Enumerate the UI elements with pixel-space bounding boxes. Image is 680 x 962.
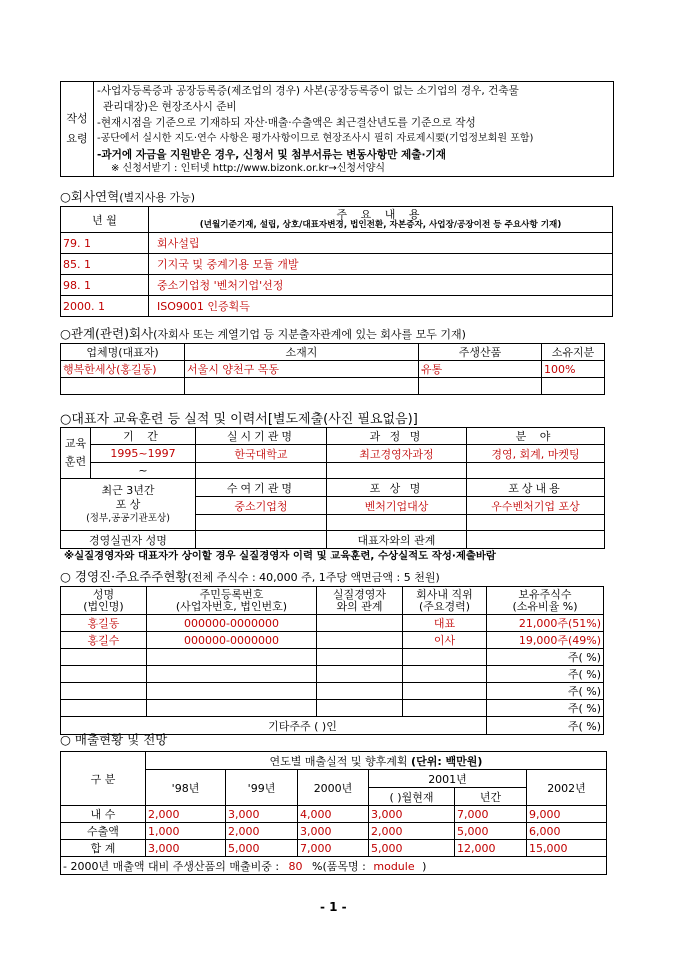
history-row <box>61 275 613 296</box>
related-row <box>61 378 605 395</box>
holders-cell <box>147 649 317 666</box>
history-col-content-title: 주 요 내 용 <box>336 207 425 221</box>
holders-row <box>61 683 604 700</box>
holders-cell <box>317 649 403 666</box>
holders-cell: 21,000주(51%) <box>487 615 604 632</box>
sales-cell: 3,000 <box>369 806 455 823</box>
related-header: 소유지분 <box>542 344 605 361</box>
holders-cell <box>317 683 403 700</box>
sales-cell: 2,000 <box>226 823 298 840</box>
related-row <box>61 361 605 378</box>
owner-name <box>196 531 327 549</box>
prep-guide-label-line: 요령 <box>66 132 88 145</box>
sales-cell: 3,000 <box>226 806 298 823</box>
related-cell <box>419 378 542 395</box>
sales-sub-header: 년간 <box>455 788 527 806</box>
holders-cell <box>403 649 487 666</box>
edu-row <box>61 463 605 479</box>
holders-header-line: (소유비율 %) <box>512 599 578 613</box>
prep-guide-line: -공단에서 실시한 지도·연수 사항은 평가사항이므로 현장조사시 필히 자료제시要(기업정보회원 포함) <box>97 133 534 144</box>
sales-table <box>60 751 607 875</box>
holders-cell <box>147 683 317 700</box>
holders-cell <box>317 700 403 717</box>
holders-cell: 주( %) <box>487 683 604 700</box>
sales-year-header: 2000년 <box>298 770 369 806</box>
holders-cell: 19,000주(49%) <box>487 632 604 649</box>
related-cell: 유통 <box>419 361 542 378</box>
holders-header <box>487 587 604 615</box>
sales-row <box>61 840 607 857</box>
edu-cell: 한국대학교 <box>196 445 327 463</box>
award-cell: 벤처기업대상 <box>327 497 467 515</box>
award-cell: 우수벤처기업 포상 <box>467 497 605 515</box>
award-cell: 중소기업청 <box>196 497 327 515</box>
history-table <box>60 206 613 317</box>
ratio-value: 80 <box>288 859 303 873</box>
related-header: 주생산품 <box>419 344 542 361</box>
holders-header-line: (사업자번호, 법인번호) <box>175 599 288 613</box>
holders-header-line: 회사내 직위 <box>416 587 473 601</box>
prep-guide-line: ※ 신청서받기 : 인터넷 http://www.bizonk.or.kr→신청서양식 <box>111 163 386 174</box>
history-event: 기지국 및 중계기용 모듈 개발 <box>149 254 613 275</box>
holders-title: ○ 경영진·주요주주현황 <box>60 569 188 584</box>
holders-header <box>61 587 147 615</box>
sales-cell: 2,000 <box>146 806 226 823</box>
sales-row-label: 합 계 <box>61 840 146 857</box>
holders-header <box>147 587 317 615</box>
ratio-prefix: - 2000년 매출액 대비 주생산품의 매출비중 : <box>63 859 280 873</box>
holders-row <box>61 666 604 683</box>
holders-cell <box>61 683 147 700</box>
related-section-title <box>60 324 466 342</box>
prep-guide-label <box>61 82 94 177</box>
holders-cell <box>317 615 403 632</box>
history-col-content-sub: (년월기준기재, 설립, 상호/대표자변경, 법인전환, 자본증자, 사업장/공장이전 등 주요사항 기재) <box>199 219 562 230</box>
holders-cell <box>61 700 147 717</box>
edu-header: 실시기관명 <box>196 428 327 445</box>
edu-cell <box>327 463 467 479</box>
holders-summary: (전체 주식수 : 40,000 주, 1주당 액면금액 : 5 천원) <box>187 571 440 584</box>
sales-year-header: '99년 <box>226 770 298 806</box>
sales-year-header: 2001년 <box>369 770 527 788</box>
holders-header-line: 보유주식수 <box>518 587 572 601</box>
prep-guide-line: 관리대장)은 현장조사시 준비 <box>103 101 237 113</box>
award-header: 수여기관명 <box>196 479 327 497</box>
history-title: ○회사연혁 <box>60 189 120 204</box>
sales-cell: 7,000 <box>455 806 527 823</box>
history-section-title <box>60 187 195 205</box>
ceo-footnote: ※실질경영자와 대표자가 상이할 경우 실질경영자 이력 및 교육훈련, 수상실적도 작성·제출바람 <box>64 550 496 562</box>
sales-year-header: 2002년 <box>527 770 607 806</box>
sales-group-title: 연도별 매출실적 및 향후계획 <box>269 754 408 768</box>
holders-cell <box>403 666 487 683</box>
history-date: 85. 1 <box>61 254 149 275</box>
holders-cell: 이사 <box>403 632 487 649</box>
holders-header-line: 성명 <box>92 587 115 601</box>
holders-row <box>61 632 604 649</box>
ratio-mid: %(품목명 : <box>312 859 366 873</box>
holders-cell <box>403 700 487 717</box>
prep-guide-line: -과거에 자금을 지원받은 경우, 신청서 및 첨부서류는 변동사항만 제출·기재 <box>97 149 446 161</box>
prep-guide-table <box>60 81 614 177</box>
edu-label-line: 교육 <box>64 437 87 450</box>
history-event: ISO9001 인증획득 <box>149 296 613 317</box>
history-event: 회사설립 <box>149 233 613 254</box>
others-value: 주( %) <box>487 717 604 735</box>
history-date: 2000. 1 <box>61 296 149 317</box>
prep-guide-content <box>94 82 614 177</box>
holders-row <box>61 649 604 666</box>
related-header: 업체명(대표자) <box>61 344 185 361</box>
history-col-content <box>149 207 613 233</box>
sales-cell: 7,000 <box>298 840 369 857</box>
owner-label: 경영실권자 성명 <box>61 531 196 549</box>
related-cell <box>542 378 605 395</box>
edu-label-line: 훈련 <box>64 455 87 468</box>
award-header: 포상내용 <box>467 479 605 497</box>
history-row <box>61 233 613 254</box>
sales-year-header: '98년 <box>146 770 226 806</box>
holders-header <box>403 587 487 615</box>
award-label-line: 포 상 <box>115 497 141 511</box>
prep-guide-line: -사업자등록증과 공장등록증(제조업의 경우) 사본(공장등록증이 없는 소기업의 경우, 건축물 <box>97 85 519 97</box>
holders-cell <box>147 666 317 683</box>
sales-row <box>61 806 607 823</box>
holders-row <box>61 615 604 632</box>
prep-guide-label-line: 작성 <box>66 112 88 125</box>
history-date: 98. 1 <box>61 275 149 296</box>
holders-cell: 주( %) <box>487 666 604 683</box>
holders-cell <box>61 666 147 683</box>
holders-cell <box>403 683 487 700</box>
holders-row <box>61 700 604 717</box>
sales-cell: 5,000 <box>226 840 298 857</box>
related-cell: 행복한세상(홍길동) <box>61 361 185 378</box>
edu-cell: 1995~1997 <box>91 445 196 463</box>
holders-cell: 홍길수 <box>61 632 147 649</box>
holders-cell <box>317 632 403 649</box>
sales-cell: 12,000 <box>455 840 527 857</box>
history-event: 중소기업청 '벤처기업'선정 <box>149 275 613 296</box>
prep-guide-line: -현재시점을 기준으로 기재하되 자산·매출·수출액은 최근결산년도를 기준으로 작성 <box>97 117 476 129</box>
related-title: ○관계(관련)회사 <box>60 326 154 341</box>
edu-cell <box>467 463 605 479</box>
edu-cell: 최고경영자과정 <box>327 445 467 463</box>
related-cell <box>61 378 185 395</box>
award-label <box>61 479 196 531</box>
page-number: - 1 - <box>320 900 347 914</box>
sales-row-header: 구 분 <box>61 752 146 806</box>
sales-cell: 9,000 <box>527 806 607 823</box>
sales-cell: 5,000 <box>455 823 527 840</box>
related-cell: 100% <box>542 361 605 378</box>
edu-header: 기 간 <box>91 428 196 445</box>
holders-header-line: (법인명) <box>83 599 124 613</box>
history-date: 79. 1 <box>61 233 149 254</box>
sales-cell: 3,000 <box>298 823 369 840</box>
sales-cell: 4,000 <box>298 806 369 823</box>
ratio-item: module <box>373 859 415 873</box>
history-row <box>61 254 613 275</box>
related-header: 소재지 <box>185 344 419 361</box>
sales-row-label: 내 수 <box>61 806 146 823</box>
edu-header: 과 정 명 <box>327 428 467 445</box>
ceo-section-title: ○대표자 교육훈련 등 실적 및 이력서[별도제출(사진 필요없음)] <box>60 412 418 427</box>
sales-section-title: ○ 매출현황 및 전망 <box>60 732 168 747</box>
edu-header: 분 야 <box>467 428 605 445</box>
others-label: 기타주주 ( )인 <box>61 717 487 735</box>
edu-cell: 경영, 회계, 마켓팅 <box>467 445 605 463</box>
holders-header-line: 와의 관계 <box>336 599 383 613</box>
holders-cell: 주( %) <box>487 700 604 717</box>
holders-header-line: 주민등록번호 <box>199 587 264 601</box>
related-cell: 서울시 양천구 목동 <box>185 361 419 378</box>
history-col-year: 년 월 <box>61 207 149 233</box>
sales-cell: 15,000 <box>527 840 607 857</box>
edu-label <box>61 428 91 479</box>
sales-row <box>61 823 607 840</box>
sales-cell: 1,000 <box>146 823 226 840</box>
award-header: 포 상 명 <box>327 479 467 497</box>
sales-group-header <box>146 752 607 770</box>
history-row <box>61 296 613 317</box>
sales-row-label: 수출액 <box>61 823 146 840</box>
edu-cell <box>196 463 327 479</box>
sales-sub-header: ( )월현재 <box>369 788 455 806</box>
sales-cell: 6,000 <box>527 823 607 840</box>
relation-label: 대표자와의 관계 <box>327 531 467 549</box>
holders-header <box>317 587 403 615</box>
holders-cell: 000000-0000000 <box>147 632 317 649</box>
edu-cell: ~ <box>91 463 196 479</box>
ceo-table <box>60 427 605 549</box>
related-cell <box>185 378 419 395</box>
sales-cell: 3,000 <box>146 840 226 857</box>
sales-cell: 5,000 <box>369 840 455 857</box>
award-cell <box>196 515 327 531</box>
holders-section-title <box>60 567 440 585</box>
edu-row <box>61 445 605 463</box>
ratio-suffix: ) <box>422 859 427 873</box>
award-label-line: 최근 3년간 <box>101 483 155 497</box>
sales-ratio-row <box>61 857 607 875</box>
holders-cell: 홍길동 <box>61 615 147 632</box>
award-cell <box>467 515 605 531</box>
award-label-line: (정부,공공기관포상) <box>86 512 170 524</box>
history-note: (별지사용 가능) <box>119 191 196 204</box>
sales-unit: (단위: 백만원) <box>411 754 483 768</box>
holders-cell: 000000-0000000 <box>147 615 317 632</box>
holders-cell: 주( %) <box>487 649 604 666</box>
holders-cell <box>61 649 147 666</box>
holders-header-line: (주요경력) <box>418 599 471 613</box>
related-note: (자회사 또는 계열기업 등 지분출자관계에 있는 회사를 모두 기재) <box>153 328 466 341</box>
holders-header-line: 실질경영자 <box>332 587 387 601</box>
sales-ratio <box>61 857 607 875</box>
award-cell <box>327 515 467 531</box>
holders-table <box>60 586 604 735</box>
related-table <box>60 343 605 395</box>
holders-cell <box>147 700 317 717</box>
holders-cell <box>317 666 403 683</box>
sales-cell: 2,000 <box>369 823 455 840</box>
holders-cell: 대표 <box>403 615 487 632</box>
relation-value <box>467 531 605 549</box>
